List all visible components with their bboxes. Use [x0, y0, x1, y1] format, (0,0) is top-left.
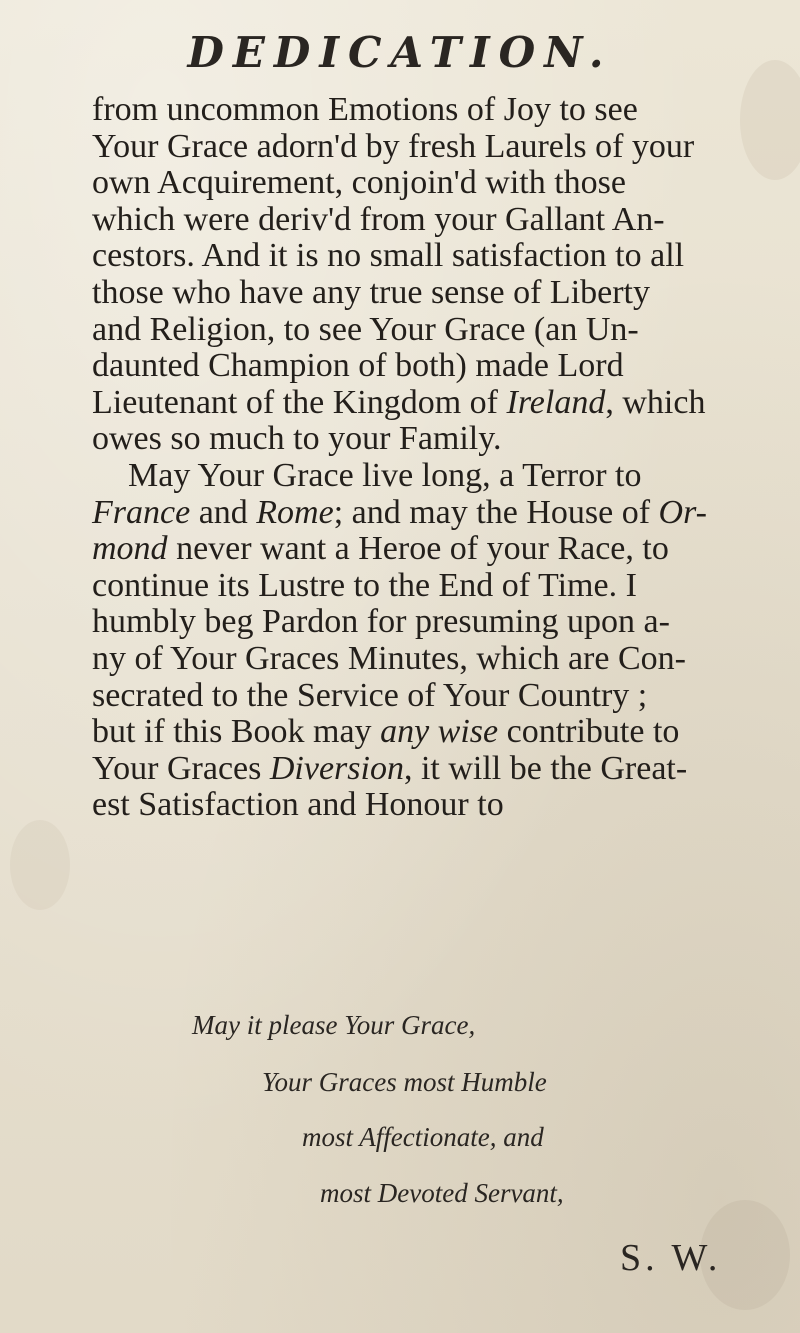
paper-stain: [10, 820, 70, 910]
text-line: from uncommon Emotions of Joy to see: [92, 91, 638, 128]
italic-run: mond: [92, 530, 168, 568]
text-line: humbly beg Pardon for presuming upon a-: [92, 603, 670, 641]
text-line: those who have any true sense of Liberty: [92, 273, 650, 311]
italic-run: Diversion: [269, 749, 404, 787]
text-run: , which: [605, 383, 706, 421]
author-initials: S. W.: [620, 1237, 722, 1279]
italic-run: Or-: [658, 493, 707, 531]
text-run: , it will be the Great-: [403, 749, 688, 787]
text-line: which were deriv'd from your Gallant An-: [92, 200, 665, 238]
italic-run: France: [92, 493, 191, 531]
text-line: own Acquirement, conjoin'd with those: [92, 164, 626, 202]
text-line: secrated to the Service of Your Country ;: [92, 676, 648, 714]
text-run: contribute to: [498, 713, 680, 751]
text-line: owes so much to your Family.: [92, 420, 502, 458]
text-line: Your Grace adorn'd by fresh Laurels of your: [92, 127, 695, 165]
text-run: but if this Book may: [92, 713, 381, 751]
italic-run: Rome: [256, 493, 334, 531]
paragraph-start-line: May Your Grace live long, a Terror to: [128, 456, 642, 494]
dedication-body: [92, 92, 772, 824]
text-line: [92, 714, 772, 751]
text-line: [92, 495, 772, 532]
signoff-line: most Affectionate, and: [302, 1122, 544, 1152]
text-line: [92, 385, 772, 422]
text-line: est Satisfaction and Honour to: [92, 786, 504, 824]
text-line: and Religion, to see Your Grace (an Un-: [92, 310, 639, 348]
text-line: [92, 531, 772, 568]
page-heading: DEDICATION.: [187, 28, 613, 77]
text-run: and: [190, 493, 257, 531]
signoff-line: most Devoted Servant,: [320, 1178, 564, 1208]
signoff-line: Your Graces most Humble: [262, 1067, 547, 1097]
text-line: ny of Your Graces Minutes, which are Con-: [92, 639, 686, 677]
italic-run: any wise: [380, 713, 499, 751]
text-line: [92, 751, 772, 788]
text-run: ; and may the House of: [333, 493, 659, 531]
salutation-line: May it please Your Grace,: [192, 1010, 476, 1040]
text-run: Lieutenant of the Kingdom of: [92, 383, 507, 421]
text-line: continue its Lustre to the End of Time. I: [92, 566, 637, 604]
text-line: cestors. And it is no small satisfaction to all: [92, 237, 685, 275]
text-run: never want a Heroe of your Race, to: [167, 530, 669, 568]
text-line: daunted Champion of both) made Lord: [92, 347, 624, 385]
text-run: Your Graces: [92, 749, 270, 787]
italic-run: Ireland: [506, 383, 606, 421]
